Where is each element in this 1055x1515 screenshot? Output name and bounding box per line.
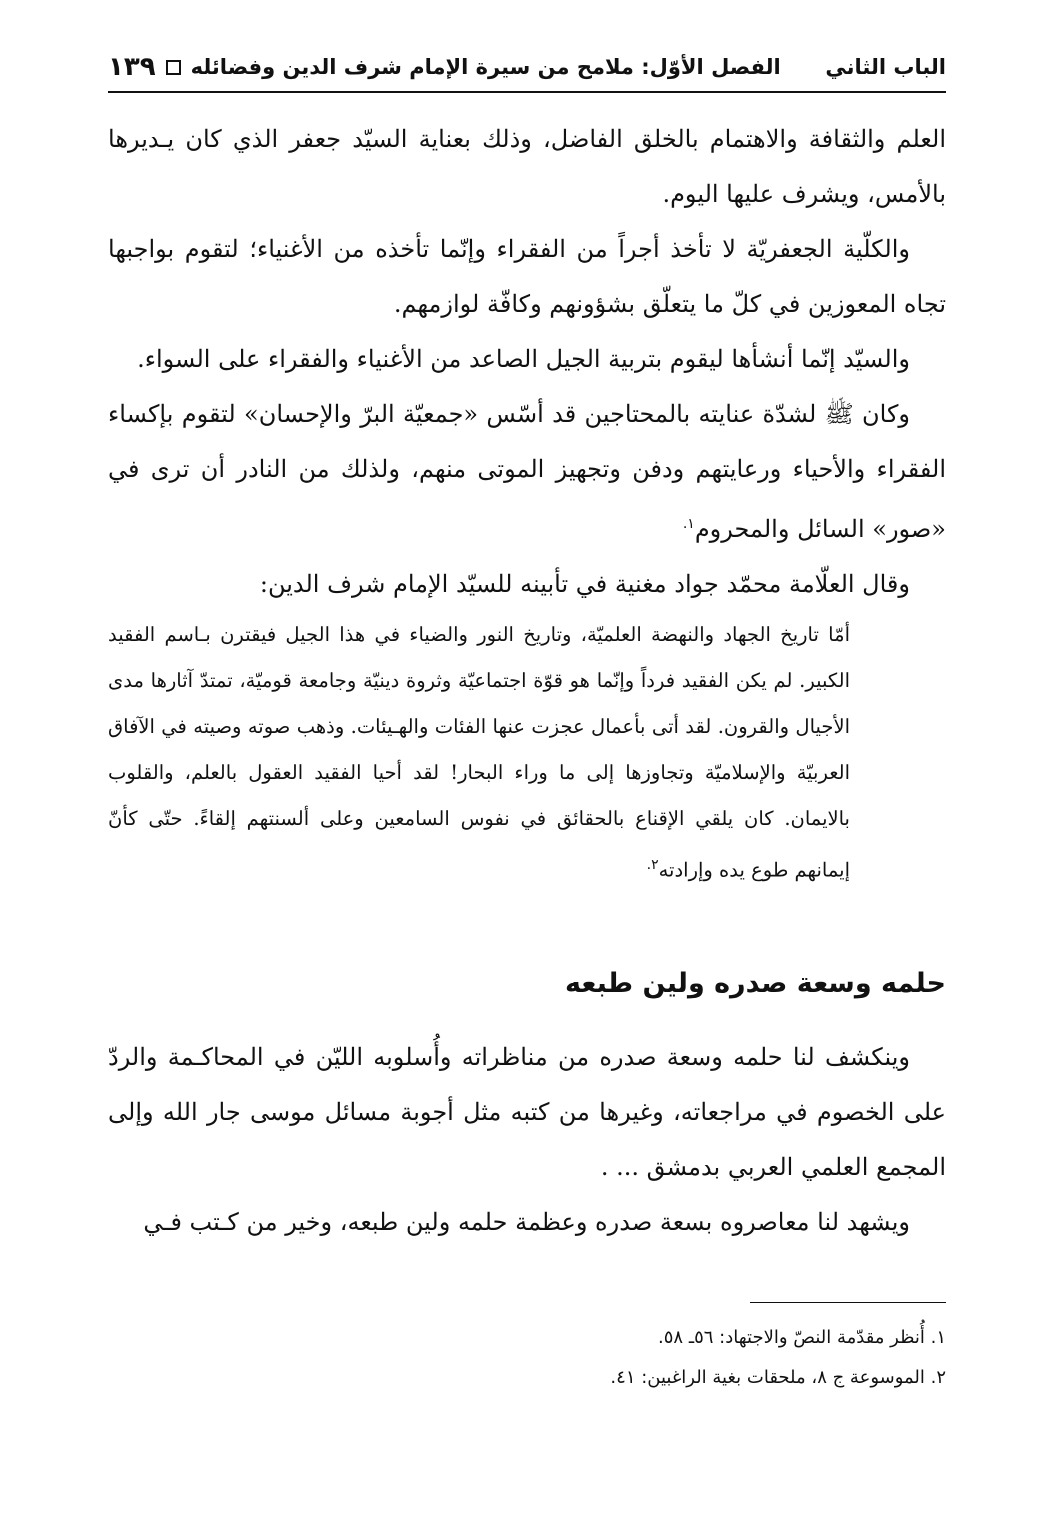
header-chapter-group <box>108 52 781 82</box>
footnote: ٢. الموسوعة ج ٨، ملحقات بغية الراغبين: ٤١. <box>610 1367 946 1388</box>
paragraph: وينكشف لنا حلمه وسعة صدره من مناظراته وأُسلوبه الليّن في المحاكـمة والردّ على الخصوم في مراجعاته، وغيرها من كتبه مثل أجوبة مسائل موسى جار الله وإلى المجمع العلمي العربي بدمشق ... . <box>108 1043 946 1181</box>
footnote: ١. أُنظر مقدّمة النصّ والاجتهاد: ٥٦ـ ٥٨. <box>658 1327 946 1348</box>
block-quote <box>108 612 850 894</box>
header-chapter-title: الفصل الأوّل: ملامح من سيرة الإمام شرف الدين وفضائله <box>190 55 781 79</box>
running-header <box>108 44 946 90</box>
paragraph: والكلّية الجعفريّة لا تأخذ أجراً من الفقراء وإنّما تأخذه من الأغنياء؛ لتقوم بواجبها تجاه المعوزين في كلّ ما يتعلّق بشؤونهم وكافّة لوازمهم. <box>108 235 946 318</box>
paragraph: ويشهد لنا معاصروه بسعة صدره وعظمة حلمه ولين طبعه، وخير من كـتب فـي <box>143 1208 910 1236</box>
header-rule <box>108 91 946 93</box>
footnote-rule <box>750 1302 946 1303</box>
paragraph-text: وكان ﷺ لشدّة عنايته بالمحتاجين قد أسّس «جمعيّة البرّ والإحسان» لتقوم بإكساء الفقراء والأحياء ورعايتهم ودفن وتجهيز الموتى منهم، ولذلك من النادر أن ترى في «صور» السائل والمحروم <box>108 400 946 543</box>
footnote-ref: ١. <box>682 516 695 532</box>
paragraph: والسيّد إنّما أنشأها ليقوم بتربية الجيل الصاعد من الأغنياء والفقراء على السواء. <box>137 345 910 373</box>
section-text <box>108 1030 946 1250</box>
paragraph-with-footnote <box>108 387 946 557</box>
page-number: ١٣٩ <box>108 52 156 82</box>
paragraph: وقال العلّامة محمّد جواد مغنية في تأبينه للسيّد الإمام شرف الدين: <box>259 570 910 598</box>
footnotes <box>108 1318 946 1398</box>
paragraph: العلم والثقافة والاهتمام بالخلق الفاضل، وذلك بعناية السيّد جعفر الذي كان يـديرها بالأمس، ويشرف عليها اليوم. <box>108 125 946 208</box>
quote-text: أمّا تاريخ الجهاد والنهضة العلميّة، وتاريخ النور والضياء في هذا الجيل فيقترن بـاسم الفقيد الكبير. لم يكن الفقيد فرداً وإنّما هو قوّة اجتماعيّة وثروة دينيّة وجامعة قوميّة، تمتدّ آثارها مدى الأجيال والقرون. لقد أتى بأعمال عجزت عنها الفئات والهـيئات. وذهب صوته وصيته في الآفاق العربيّة والإسلاميّة وتجاوزها إلى ما وراء البحار! لقد أحيا الفقيد العقول بالعلم، والقلوب بالايمان. كان يلقي الإقناع بالحقائق في نفوس السامعين وعلى ألسنتهم إلقاءً. حتّى كأنّ إيمانهم طوع يده وإرادته <box>108 623 850 882</box>
section-heading: حلمه وسعة صدره ولين طبعه <box>565 968 946 999</box>
footnote-ref: ٢. <box>646 857 659 873</box>
header-part-title: الباب الثاني <box>825 55 946 79</box>
main-text <box>108 112 946 612</box>
square-ornament-icon <box>166 60 181 75</box>
quote-text-wrapper <box>108 612 850 894</box>
